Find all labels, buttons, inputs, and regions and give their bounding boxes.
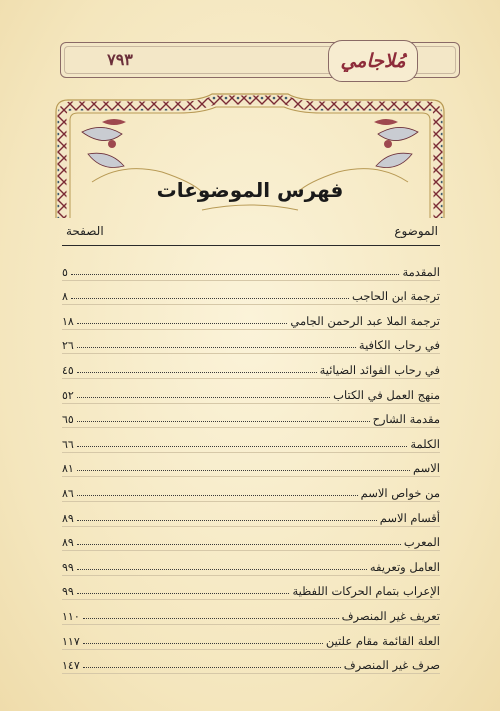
dot-leader [77,544,401,545]
toc-entry-title: مقدمة الشارح [372,412,440,427]
dot-leader [71,298,349,299]
toc-entry[interactable] [62,648,440,673]
column-header-page: الصفحة [66,224,104,238]
toc-entry-page: ٨٩ [62,511,74,525]
toc-entry-title: ترجمة الملا عبد الرحمن الجامي [290,313,440,328]
toc-entry-page: ٦٦ [62,437,74,451]
toc-entry-title: أقسام الاسم [379,510,440,525]
toc-entry-page: ١٤٧ [62,659,80,673]
toc-entry-page: ٥٢ [62,388,74,402]
book-logo [328,40,418,82]
dot-leader [77,397,330,398]
header-divider [62,245,440,246]
toc-entry[interactable] [62,303,440,328]
dot-leader [77,421,370,422]
dot-leader [77,347,356,348]
toc-entry-title: في رحاب الكافية [358,338,440,353]
toc-entry-page: ١٨ [62,314,74,328]
dot-leader [83,643,323,644]
dot-leader [77,372,317,373]
toc-entry[interactable] [62,426,440,451]
toc-entry[interactable] [62,377,440,402]
toc-entry[interactable] [62,475,440,500]
page-title: فهرس الموضوعات [156,178,344,202]
toc-entry-title: في رحاب الفوائد الضيائية [319,362,440,377]
toc-entry[interactable] [62,352,440,377]
dot-leader [77,323,288,324]
toc-entry[interactable] [62,549,440,574]
toc-entry[interactable] [62,451,440,476]
column-header-topic: الموضوع [394,224,438,238]
toc-entry-title: من خواص الاسم [360,485,440,500]
toc-entry[interactable] [62,574,440,599]
toc-entry-page: ١١٠ [62,609,80,623]
toc-entry-title: ترجمة ابن الحاجب [352,289,440,304]
toc-entry-page: ٤٥ [62,363,74,377]
toc-entry-title: تعريف غير المنصرف [341,608,440,623]
page-number: ٧٩٣ [107,50,133,69]
toc-entry[interactable] [62,598,440,623]
toc-entry[interactable] [62,500,440,525]
toc-entry-title: الكلمة [410,436,440,451]
dot-leader [77,446,408,447]
toc-entry-page: ٢٦ [62,339,74,353]
dot-leader [83,618,339,619]
toc-entry[interactable] [62,254,440,279]
toc-entry[interactable] [62,279,440,304]
toc-entry-title: المعرب [403,535,440,550]
toc-list [62,254,440,672]
dot-leader [77,569,367,570]
toc-entry[interactable] [62,525,440,550]
toc-entry[interactable] [62,623,440,648]
toc-entry-page: ٩٩ [62,560,74,574]
toc-entry-title: العلة القائمة مقام علتين [325,633,440,648]
toc-entry[interactable] [62,402,440,427]
toc-entry-title: الإعراب بتمام الحركات اللفظية [292,584,440,599]
toc-entry-title: العامل وتعريفه [369,559,440,574]
toc-entry-page: ٨ [62,290,68,304]
toc-entry-page: ٦٥ [62,413,74,427]
dot-leader [71,274,400,275]
toc-entry-page: ٩٩ [62,585,74,599]
dot-leader [77,470,410,471]
toc-entry-page: ١١٧ [62,634,80,648]
toc-entry[interactable] [62,328,440,353]
toc-entry-title: منهج العمل في الكتاب [333,387,440,402]
toc-entry-page: ٥ [62,265,68,279]
book-logo-text: مُلاجامي [340,50,406,72]
dot-leader [77,520,377,521]
dot-leader [77,593,290,594]
toc-entry-title: المقدمة [402,264,440,279]
toc-entry-title: الاسم [412,461,440,476]
dot-leader [83,667,341,668]
toc-entry-page: ٨١ [62,462,74,476]
toc-entry-page: ٨٩ [62,536,74,550]
dot-leader [77,495,358,496]
toc-entry-page: ٨٦ [62,486,74,500]
toc-entry-title: صرف غير المنصرف [343,658,440,673]
